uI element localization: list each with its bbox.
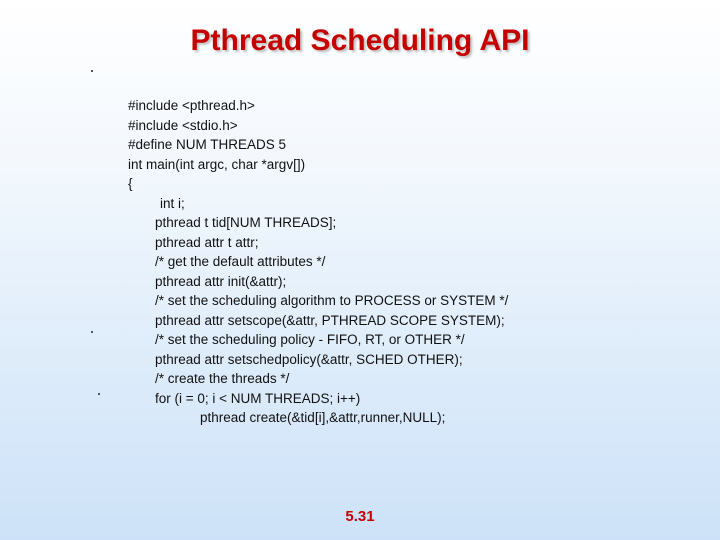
code-line: #define NUM THREADS 5 (128, 137, 287, 152)
code-line: pthread create(&tid[i],&attr,runner,NULL); (200, 410, 446, 425)
slide-title: Pthread Scheduling API (190, 24, 530, 57)
code-line: #include <stdio.h> (128, 117, 238, 133)
code-line: for (i = 0; i < NUM THREADS; i++) (155, 390, 361, 406)
code-line: /* create the threads */ (155, 371, 290, 386)
code-line: pthread attr init(&attr); (155, 273, 287, 289)
code-line: { (128, 176, 133, 191)
code-line: pthread t tid[NUM THREADS]; (155, 215, 337, 230)
code-line: /* set the scheduling algorithm to PROCESS or SYSTEM */ (155, 293, 509, 308)
bullet-dot (91, 331, 93, 333)
code-line: int main(int argc, char *argv[]) (128, 156, 306, 172)
code-line: pthread attr setscope(&attr, PTHREAD SCOPE SYSTEM); (155, 312, 505, 328)
code-line: /* set the scheduling policy - FIFO, RT, or OTHER */ (155, 332, 465, 347)
code-line: /* get the default attributes */ (155, 254, 326, 269)
code-line: pthread attr setschedpolicy(&attr, SCHED OTHER); (155, 351, 463, 367)
bullet-dot (98, 393, 100, 395)
bullet-dot (91, 70, 93, 72)
code-line: int i; (160, 195, 185, 211)
code-line: #include <pthread.h> (128, 98, 255, 113)
code-line: pthread attr t attr; (155, 234, 259, 250)
page-number: 5.31 (345, 508, 375, 525)
